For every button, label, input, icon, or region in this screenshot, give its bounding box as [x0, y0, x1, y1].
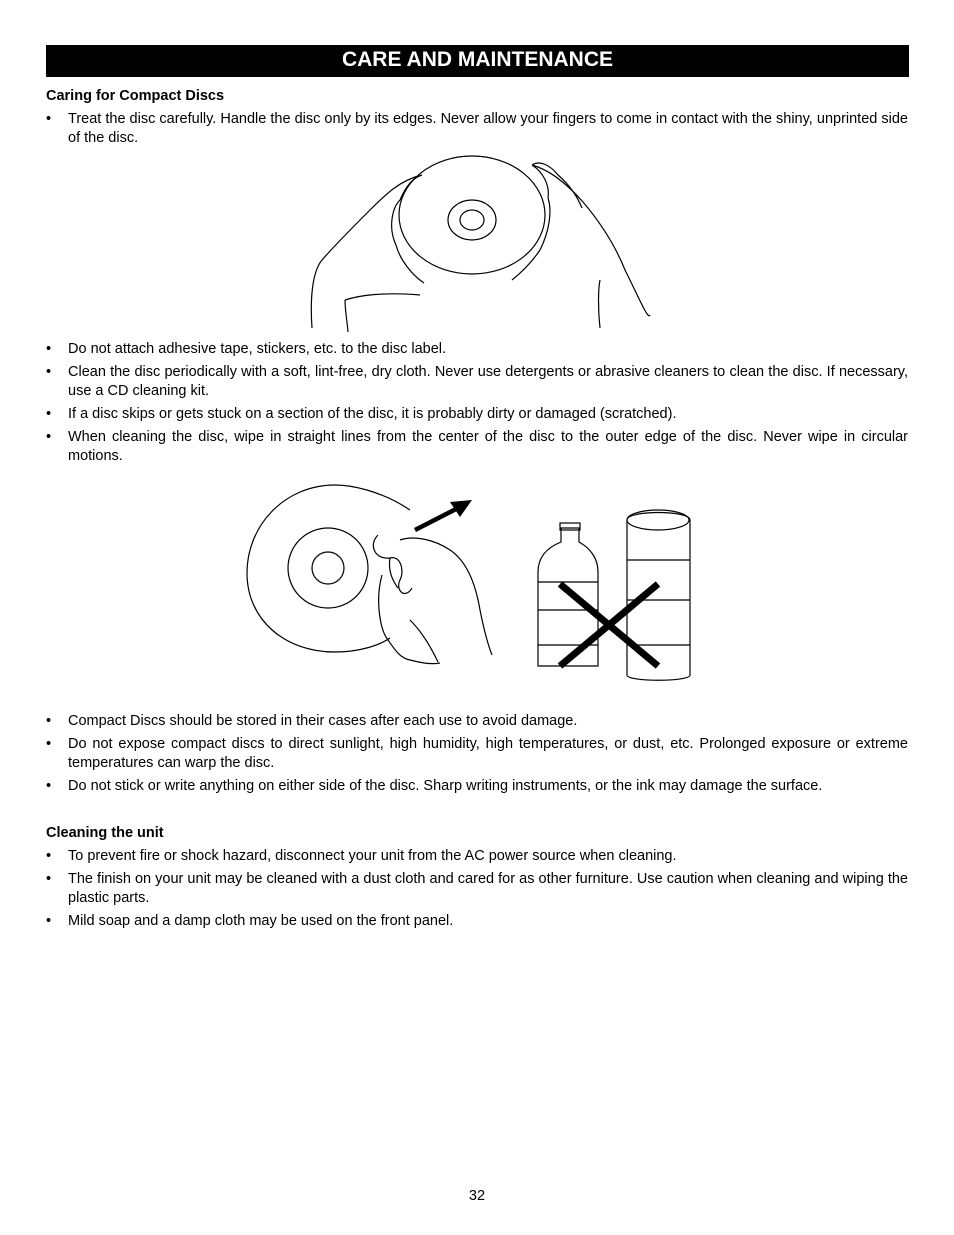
list-item: • Treat the disc carefully. Handle the disc only by its edges. Never allow your fingers to come in contact with the shiny, unprinted side of the disc. — [46, 110, 908, 148]
disc-care-list-1 — [46, 110, 908, 152]
disc-hole — [312, 552, 344, 584]
disc-hole — [460, 210, 484, 230]
section-heading-caring-for-discs: Caring for Compact Discs — [46, 88, 225, 104]
list-item: • The finish on your unit may be cleaned with a dust cloth and cared for as other furniture. Use caution when cleaning and wiping the plastic parts. — [46, 870, 908, 908]
hands-holding-disc-illustration — [300, 150, 660, 335]
list-item: • Mild soap and a damp cloth may be used on the front panel. — [46, 912, 908, 931]
disc-inner-ring — [288, 528, 368, 608]
list-item: • Do not stick or write anything on either side of the disc. Sharp writing instruments, or the ink may damage the surface. — [46, 777, 908, 796]
page-title: CARE AND MAINTENANCE — [46, 45, 909, 77]
page-number: 32 — [468, 1188, 486, 1204]
section-heading-cleaning-unit: Cleaning the unit — [46, 825, 164, 841]
unit-cleaning-list — [46, 847, 908, 935]
disc-outline — [399, 156, 545, 274]
disc-cleaning-illustration — [240, 480, 700, 685]
spray-can — [627, 513, 690, 681]
list-item: • To prevent fire or shock hazard, disconnect your unit from the AC power source when cleaning. — [46, 847, 908, 866]
wipe-direction-arrow-shaft — [415, 507, 460, 530]
list-item: • If a disc skips or gets stuck on a section of the disc, it is probably dirty or damaged (scratched). — [46, 405, 908, 424]
list-item: • Compact Discs should be stored in their cases after each use to avoid damage. — [46, 712, 908, 731]
right-hand — [512, 163, 650, 328]
left-hand — [311, 175, 424, 332]
list-item: • Do not attach adhesive tape, stickers, etc. to the disc label. — [46, 340, 908, 359]
disc-inner-ring — [448, 200, 496, 240]
list-item: • Do not expose compact discs to direct sunlight, high humidity, high temperatures, or dust, etc. Prolonged exposure or extreme temperatures can warp the disc. — [46, 735, 908, 773]
bottle-cap — [560, 523, 580, 530]
disc-care-list-2 — [46, 340, 908, 470]
hand-with-cloth — [373, 535, 492, 664]
list-item: • Clean the disc periodically with a soft, lint-free, dry cloth. Never use detergents or abrasive cleaners to clean the disc. If necessary, use a CD cleaning kit. — [46, 363, 908, 401]
list-item: • When cleaning the disc, wipe in straight lines from the center of the disc to the outer edge of the disc. Never wipe in circular motions. — [46, 428, 908, 466]
disc-care-list-3 — [46, 712, 908, 800]
disc-outline — [247, 485, 410, 652]
